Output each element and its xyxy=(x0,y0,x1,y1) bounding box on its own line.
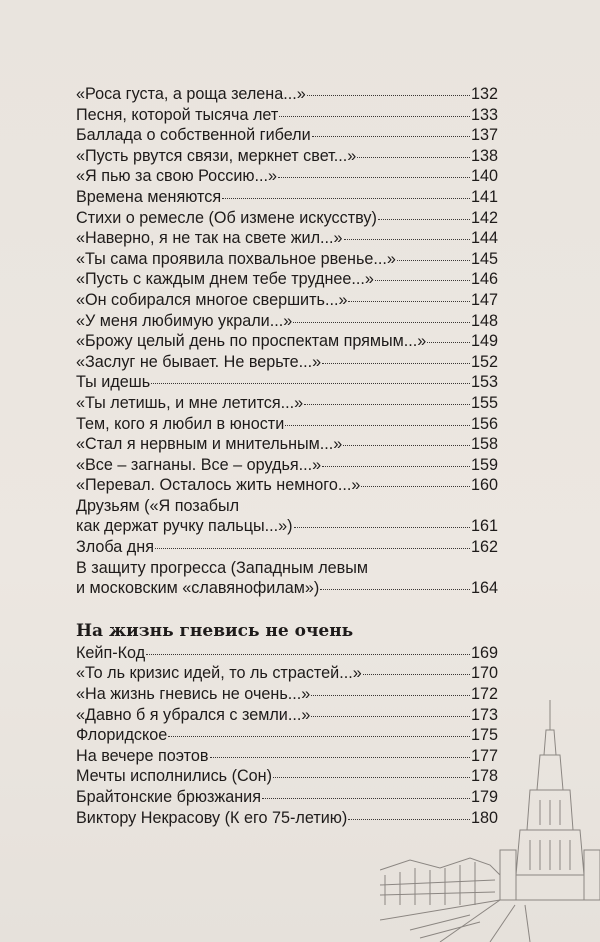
toc-entry-title: «Пусть рвутся связи, меркнет свет...» xyxy=(76,146,357,165)
dot-leader xyxy=(357,157,470,158)
toc-entry-title: «У меня любимую украли...» xyxy=(76,311,293,330)
toc-entry-title: «Наверно, я не так на свете жил...» xyxy=(76,229,343,248)
toc-entry-title: Виктору Некрасову (К его 75-летию) xyxy=(76,808,348,827)
toc-entry-page: 141 xyxy=(470,187,498,206)
toc-entry-line2 xyxy=(76,516,498,537)
toc-entry-title: На вечере поэтов xyxy=(76,746,209,765)
toc-entry-title: «Ты летишь, и мне летится...» xyxy=(76,393,304,412)
section-title: На жизнь гневись не очень xyxy=(76,620,354,641)
toc-entry-page: 148 xyxy=(470,311,498,330)
toc-entry-page: 142 xyxy=(470,208,498,227)
dot-leader xyxy=(375,280,470,281)
toc-entry-page: 175 xyxy=(470,726,498,745)
dot-leader xyxy=(348,301,470,302)
toc-entry-page: 177 xyxy=(470,746,498,765)
city-skyline-illustration xyxy=(380,700,600,942)
dot-leader xyxy=(344,239,470,240)
toc-entry-page: 161 xyxy=(470,517,498,536)
toc-entry-title: Брайтонские брюзжания xyxy=(76,788,261,806)
toc-entry-page: 156 xyxy=(470,414,498,433)
toc-entry-page: 144 xyxy=(470,229,498,248)
toc-entry-page: 158 xyxy=(470,435,498,454)
toc-entry-page: 132 xyxy=(470,85,498,103)
toc-entry-page: 173 xyxy=(470,705,498,724)
toc-entry-page: 153 xyxy=(470,373,498,392)
toc-entry-page: 179 xyxy=(470,788,498,806)
toc-entry xyxy=(76,166,498,187)
toc-list-part1 xyxy=(76,84,498,496)
dot-leader xyxy=(312,136,470,137)
toc-entry-page: 146 xyxy=(470,270,498,289)
toc-entry-title: «Я пью за свою Россию...» xyxy=(76,167,278,186)
dot-leader xyxy=(278,177,470,178)
toc-entry-title: Ты идешь xyxy=(76,373,151,392)
toc-entry-title-line1: Друзьям («Я позабыл xyxy=(76,496,240,515)
dot-leader xyxy=(363,674,470,675)
toc-entry xyxy=(76,537,498,558)
toc-entry-title-line1: В защиту прогресса (Западным левым xyxy=(76,558,369,577)
toc-entry-title: «Все – загнаны. Все – орудья...» xyxy=(76,455,322,474)
toc-entry-page: 140 xyxy=(470,167,498,186)
toc-entry xyxy=(76,228,498,249)
dot-leader xyxy=(304,404,470,405)
toc-entry xyxy=(76,105,498,126)
toc-entry-title: «Брожу целый день по проспектам прямым...» xyxy=(76,332,427,351)
toc-entry-page: 162 xyxy=(470,538,498,557)
toc-entry-page: 160 xyxy=(470,476,498,495)
toc-entry-title-line2: как держат ручку пальцы...») xyxy=(76,517,293,536)
toc-entry xyxy=(76,455,498,476)
toc-entry xyxy=(76,434,498,455)
toc-entry xyxy=(76,269,498,290)
dot-leader xyxy=(222,198,470,199)
toc-entry-title: «Заслуг не бывает. Не верьте...» xyxy=(76,352,322,371)
toc-entry-title: Песня, которой тысяча лет xyxy=(76,105,279,124)
toc-entry-title: «Перевал. Осталось жить немного...» xyxy=(76,476,361,495)
toc-multiline-entry xyxy=(76,496,498,537)
toc-entry-title: Времена меняются xyxy=(76,187,222,206)
toc-entry xyxy=(76,146,498,167)
toc-entry-page: 172 xyxy=(470,685,498,704)
dot-leader xyxy=(378,219,470,220)
dot-leader xyxy=(279,116,470,117)
toc-entry-title: «Стал я нервным и мнительным...» xyxy=(76,435,343,454)
toc-entry xyxy=(76,249,498,270)
toc-entry-page: 133 xyxy=(470,105,498,124)
dot-leader xyxy=(285,425,470,426)
dot-leader xyxy=(151,383,470,384)
toc-entry-page: 147 xyxy=(470,290,498,309)
toc-entry xyxy=(76,372,498,393)
toc-entry-page: 178 xyxy=(470,767,498,786)
toc-entry-page: 149 xyxy=(470,332,498,351)
toc-entry-title: Злоба дня xyxy=(76,538,154,557)
toc-entry-title-line2: и московским «славянофилам») xyxy=(76,579,320,598)
dot-leader xyxy=(311,695,470,696)
toc-entry xyxy=(76,125,498,146)
toc-entry-page: 138 xyxy=(470,146,498,165)
toc-entry-page: 164 xyxy=(470,579,498,598)
toc-entry-line2 xyxy=(76,578,498,599)
toc-entry xyxy=(76,331,498,352)
toc-entry xyxy=(76,311,498,332)
toc-entry xyxy=(76,414,498,435)
toc-entry-page: 169 xyxy=(470,643,498,662)
toc-entry-title: «Давно б я убрался с земли...» xyxy=(76,705,311,724)
toc-entry xyxy=(76,393,498,414)
toc-entry xyxy=(76,475,498,496)
toc-entry-title: Флоридское xyxy=(76,726,168,745)
toc-entry-title: Тем, кого я любил в юности xyxy=(76,414,285,433)
toc-entry xyxy=(76,558,498,599)
toc-entry-title: «То ль кризис идей, то ль страстей...» xyxy=(76,664,362,683)
toc-entry-page: 145 xyxy=(470,249,498,268)
toc-entry-title: «Он собирался многое свершить...» xyxy=(76,290,348,309)
dot-leader xyxy=(293,322,470,323)
toc-entry xyxy=(76,290,498,311)
toc-entry xyxy=(76,643,498,664)
toc-entry-title: «Роса густа, а роща зелена...» xyxy=(76,85,306,103)
toc-entry-title: «На жизнь гневись не очень...» xyxy=(76,685,311,704)
dot-leader xyxy=(322,466,470,467)
toc-entry xyxy=(76,663,498,684)
toc-entry-title: Баллада о собственной гибели xyxy=(76,126,311,145)
toc-entry-page: 159 xyxy=(470,455,498,474)
toc-entry-title: «Пусть с каждым днем тебе труднее...» xyxy=(76,270,374,289)
dot-leader xyxy=(322,363,470,364)
dot-leader xyxy=(146,654,470,655)
toc-entry xyxy=(76,84,498,105)
toc-multiline-entry-2 xyxy=(76,558,498,599)
toc-entry xyxy=(76,352,498,373)
dot-leader xyxy=(155,548,470,549)
dot-leader xyxy=(343,445,470,446)
toc-list-part1b xyxy=(76,537,498,558)
toc-entry-page: 170 xyxy=(470,664,498,683)
toc-entry-page: 155 xyxy=(470,393,498,412)
dot-leader xyxy=(361,486,470,487)
dot-leader xyxy=(397,260,470,261)
dot-leader xyxy=(427,342,470,343)
toc-entry xyxy=(76,208,498,229)
toc-entry-page: 152 xyxy=(470,352,498,371)
dot-leader xyxy=(307,95,470,96)
toc-entry-title: «Ты сама проявила похвальное рвенье...» xyxy=(76,249,396,268)
dot-leader xyxy=(294,527,470,528)
toc-entry xyxy=(76,496,498,537)
toc-entry-page: 180 xyxy=(470,808,498,827)
toc-entry-title: Стихи о ремесле (Об измене искусству) xyxy=(76,208,377,227)
dot-leader xyxy=(320,589,470,590)
toc-entry-title: Кейп-Код xyxy=(76,643,146,662)
toc-entry xyxy=(76,187,498,208)
toc-entry-page: 137 xyxy=(470,126,498,145)
toc-entry-title: Мечты исполнились (Сон) xyxy=(76,767,273,786)
